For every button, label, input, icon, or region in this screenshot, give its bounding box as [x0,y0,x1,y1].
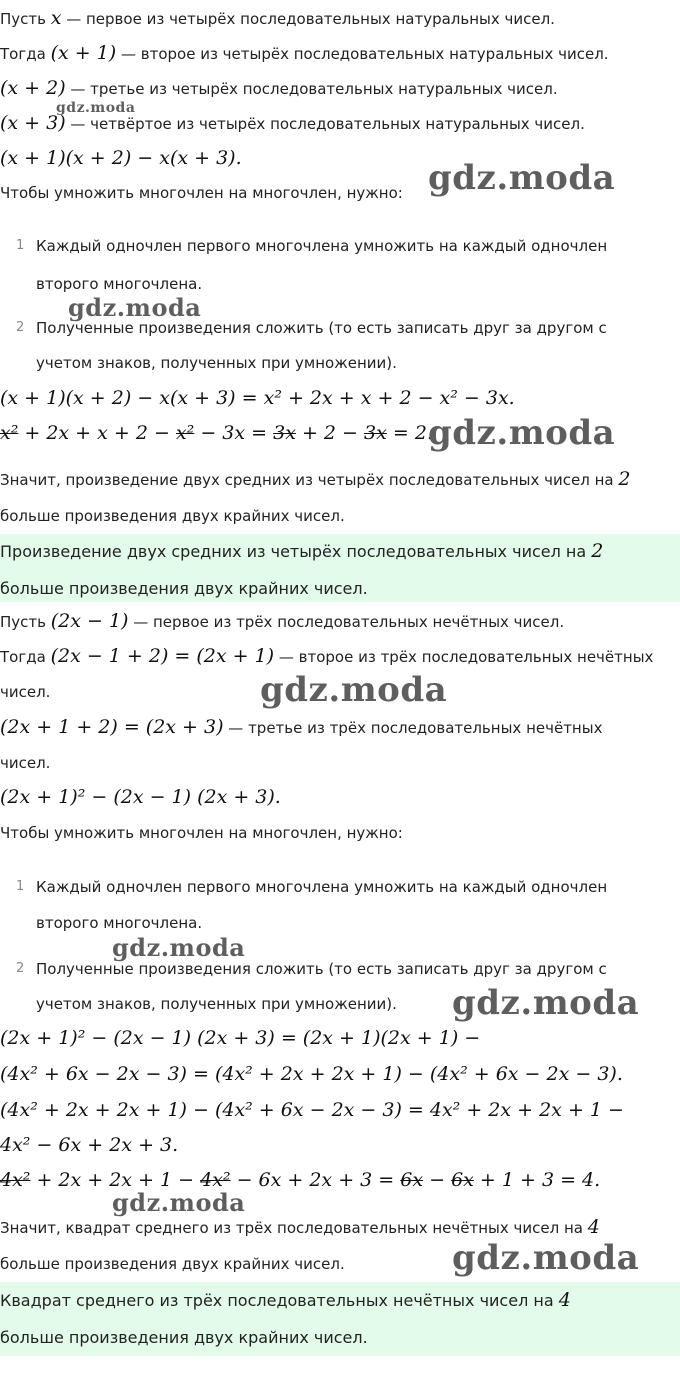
p1-expression: (x + 1)(x + 2) − x(x + 3). [0,147,242,169]
p1-answer-2: больше произведения двух крайних чисел. [0,579,368,598]
p1-equation-1: (x + 1)(x + 2) − x(x + 3) = x² + 2x + x + 2 − x² − 3x. [0,387,515,409]
watermark-logo: gdz.moda [428,158,616,198]
p1-list-item-2-line-2: учетом знаков, полученных при умножении). [36,354,397,372]
p2-equation-3: (4x² + 2x + 2x + 1) − (4x² + 6x − 2x − 3) = 4x² + 2x + 2x + 1 − [0,1099,624,1121]
p2-answer-1: Квадрат среднего из трёх последовательных нечётных чисел на 4 [0,1289,571,1311]
watermark-logo: gdz.moda [112,933,246,962]
p2-equation-2: (4x² + 6x − 2x − 3) = (4x² + 2x + 2x + 1) − (4x² + 6x − 2x − 3). [0,1063,623,1085]
p2-list-item-2-line-2: учетом знаков, полученных при умножении). [36,995,397,1013]
p1-line-3: (x + 2) — третье из четырёх последовательных натуральных чисел. [0,77,558,99]
p2-answer-2: больше произведения двух крайних чисел. [0,1328,368,1347]
p2-expression: (2x + 1)² − (2x − 1) (2x + 3). [0,786,281,808]
p2-equation-1: (2x + 1)² − (2x − 1) (2x + 3) = (2x + 1)(2x + 1) − [0,1027,481,1049]
p2-list-item-1-line-1: Каждый одночлен первого многочлена умножить на каждый одночлен [36,878,608,896]
p2-equation-4: 4x² − 6x + 2x + 3. [0,1134,179,1156]
p2-line-2: Тогда (2x − 1 + 2) = (2x + 1) — второе из трёх последовательных нечётных [0,645,654,667]
watermark-logo: gdz.moda [452,1238,640,1278]
p1-list-item-2-line-1: Полученные произведения сложить (то есть записать друг за другом с [36,319,607,337]
p1-conclusion-1: Значит, произведение двух средних из четырёх последовательных чисел на 2 [0,468,631,490]
p1-equation-2: x² + 2x + x + 2 − x² − 3x = 3x + 2 − 3x = 2. [0,422,433,444]
watermark-logo: gdz.moda [260,670,448,710]
p1-list-item-1-line-2: второго многочлена. [36,275,203,293]
watermark-logo: gdz.moda [428,413,616,453]
p2-conclusion-2: больше произведения двух крайних чисел. [0,1255,345,1273]
p1-list-num-2: 2 [16,320,25,335]
watermark-logo: gdz.moda [68,293,202,322]
p2-conclusion-1: Значит, квадрат среднего из трёх последовательных нечётных чисел на 4 [0,1216,600,1238]
p1-line-2: Тогда (x + 1) — второе из четырёх последовательных натуральных чисел. [0,42,609,64]
p1-line-1: Пусть x — первое из четырёх последовательных натуральных чисел. [0,7,555,29]
p2-rule-intro: Чтобы умножить многочлен на многочлен, нужно: [0,824,403,842]
p1-line-4: (x + 3) — четвёртое из четырёх последовательных натуральных чисел. [0,112,585,134]
watermark-logo: gdz.moda [56,100,136,116]
p2-line-3: (2x + 1 + 2) = (2x + 3) — третье из трёх последовательных нечётных [0,716,603,738]
p2-list-num-1: 1 [16,879,25,894]
p2-list-item-2-line-1: Полученные произведения сложить (то есть записать друг за другом с [36,960,607,978]
p1-list-num-1: 1 [16,238,25,253]
p1-answer-1: Произведение двух средних из четырёх последовательных чисел на 2 [0,540,604,562]
watermark-logo: gdz.moda [112,1188,246,1217]
p2-line-3b: чисел. [0,754,51,772]
p1-conclusion-2: больше произведения двух крайних чисел. [0,507,345,525]
p1-rule-intro: Чтобы умножить многочлен на многочлен, нужно: [0,184,403,202]
p1-list-item-1-line-1: Каждый одночлен первого многочлена умножить на каждый одночлен [36,237,608,255]
p2-list-num-2: 2 [16,961,25,976]
watermark-logo: gdz.moda [452,983,640,1023]
p2-list-item-1-line-2: второго многочлена. [36,914,203,932]
p2-line-2b: чисел. [0,683,51,701]
p2-equation-5: 4x² + 2x + 2x + 1 − 4x² − 6x + 2x + 3 = 6x − 6x + 1 + 3 = 4. [0,1169,601,1191]
p2-line-1: Пусть (2x − 1) — первое из трёх последовательных нечётных чисел. [0,610,565,632]
